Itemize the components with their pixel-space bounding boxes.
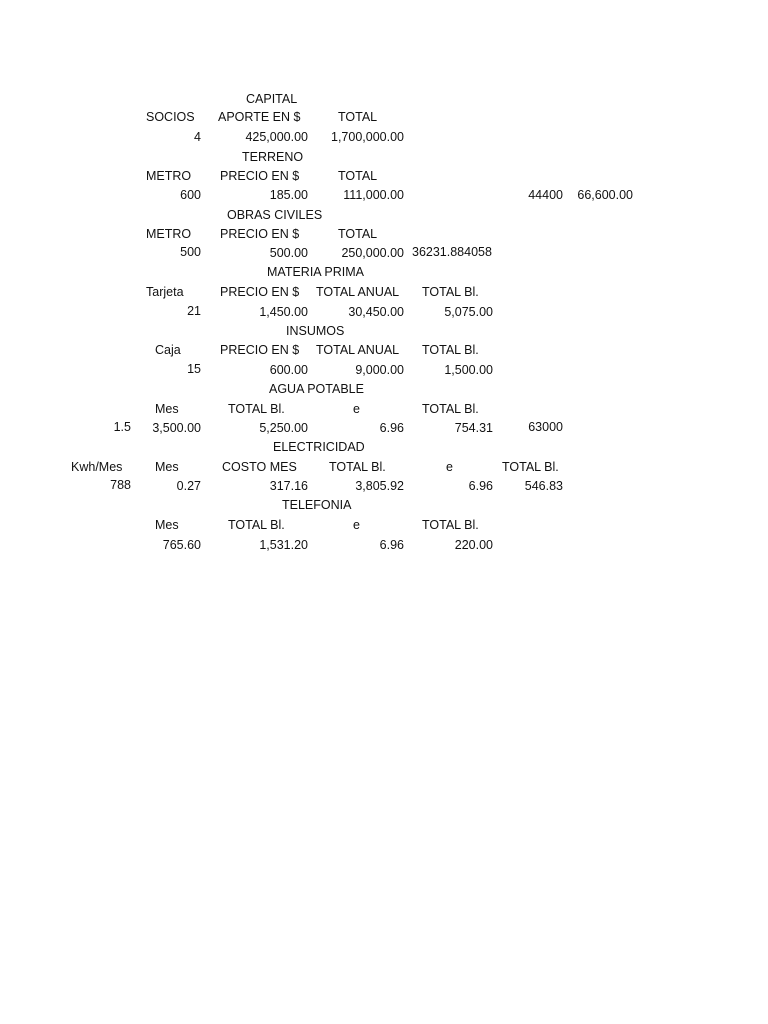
value-total-anual: 9,000.00 [355, 363, 404, 377]
value-total-bl: 1,531.20 [259, 538, 308, 552]
header-aporte: APORTE EN $ [218, 110, 301, 124]
header-mes: Mes [155, 460, 179, 474]
value-precio: 185.00 [269, 188, 308, 202]
header-precio: PRECIO EN $ [220, 285, 300, 299]
header-total-bl-2: TOTAL Bl. [422, 518, 479, 532]
value-mes: 0.27 [176, 479, 201, 493]
header-total-bl-2: TOTAL Bl. [502, 460, 559, 474]
value-total-bl: 3,805.92 [355, 479, 404, 493]
value-socios: 4 [194, 130, 201, 144]
value-metro: 600 [180, 188, 201, 202]
value-mes: 765.60 [162, 538, 201, 552]
value-total-bl: 1,500.00 [444, 363, 493, 377]
header-total-bl-2: TOTAL Bl. [422, 402, 479, 416]
header-mes: Mes [155, 518, 179, 532]
value-kwh-mes: 788 [110, 478, 131, 492]
header-costo-mes: COSTO MES [222, 460, 297, 474]
header-total-bl: TOTAL Bl. [228, 402, 285, 416]
value-total-bl: 5,250.00 [259, 421, 308, 435]
section-title-materia-prima: MATERIA PRIMA [267, 265, 365, 279]
header-total-bl: TOTAL Bl. [422, 343, 479, 357]
value-total: 250,000.00 [341, 246, 404, 260]
header-total-bl: TOTAL Bl. [329, 460, 386, 474]
value-total-bl-2: 220.00 [454, 538, 493, 552]
value-total: 111,000.00 [343, 188, 404, 202]
header-precio: PRECIO EN $ [220, 169, 300, 183]
value-precio: 1,450.00 [259, 305, 308, 319]
header-kwh-mes: Kwh/Mes [71, 460, 123, 474]
header-tarjeta: Tarjeta [146, 285, 184, 299]
header-total-anual: TOTAL ANUAL [316, 343, 400, 357]
value-extra: 36231.884058 [412, 245, 492, 259]
header-metro: METRO [146, 227, 192, 241]
section-title-capital: CAPITAL [246, 92, 298, 106]
header-socios: SOCIOS [146, 110, 195, 124]
value-total-anual: 30,450.00 [348, 305, 404, 319]
header-caja: Caja [155, 343, 181, 357]
header-precio: PRECIO EN $ [220, 343, 300, 357]
value-e: 6.96 [379, 538, 404, 552]
section-title-insumos: INSUMOS [286, 324, 345, 338]
value-precio: 600.00 [269, 363, 308, 377]
header-e: e [353, 402, 360, 416]
value-extra-total: 66,600.00 [577, 188, 633, 202]
header-metro: METRO [146, 169, 192, 183]
value-e: 6.96 [379, 421, 404, 435]
value-precio: 500.00 [269, 246, 308, 260]
value-extra: 44400 [528, 188, 563, 202]
value-aporte: 425,000.00 [245, 130, 308, 144]
header-e: e [446, 460, 453, 474]
header-total: TOTAL [338, 110, 378, 124]
value-total-bl: 5,075.00 [444, 305, 493, 319]
value-metro: 500 [180, 245, 201, 259]
section-title-electricidad: ELECTRICIDAD [273, 440, 365, 454]
section-title-agua-potable: AGUA POTABLE [269, 382, 364, 396]
header-total-anual: TOTAL ANUAL [316, 285, 400, 299]
value-factor: 1.5 [113, 420, 131, 434]
header-e: e [353, 518, 360, 532]
value-costo-mes: 317.16 [269, 479, 308, 493]
header-total-bl: TOTAL Bl. [228, 518, 285, 532]
header-precio: PRECIO EN $ [220, 227, 300, 241]
value-tarjeta: 21 [187, 304, 201, 318]
header-total: TOTAL [338, 169, 378, 183]
value-total-bl-2: 754.31 [454, 421, 493, 435]
value-mes: 3,500.00 [152, 421, 201, 435]
value-total: 1,700,000.00 [331, 130, 404, 144]
header-total: TOTAL [338, 227, 378, 241]
section-title-obras-civiles: OBRAS CIVILES [227, 208, 323, 222]
value-caja: 15 [187, 362, 201, 376]
value-extra: 63000 [528, 420, 563, 434]
header-total-bl: TOTAL Bl. [422, 285, 479, 299]
value-total-bl-2: 546.83 [524, 479, 563, 493]
section-title-telefonia: TELEFONIA [282, 498, 352, 512]
section-title-terreno: TERRENO [242, 150, 304, 164]
header-mes: Mes [155, 402, 179, 416]
value-e: 6.96 [468, 479, 493, 493]
